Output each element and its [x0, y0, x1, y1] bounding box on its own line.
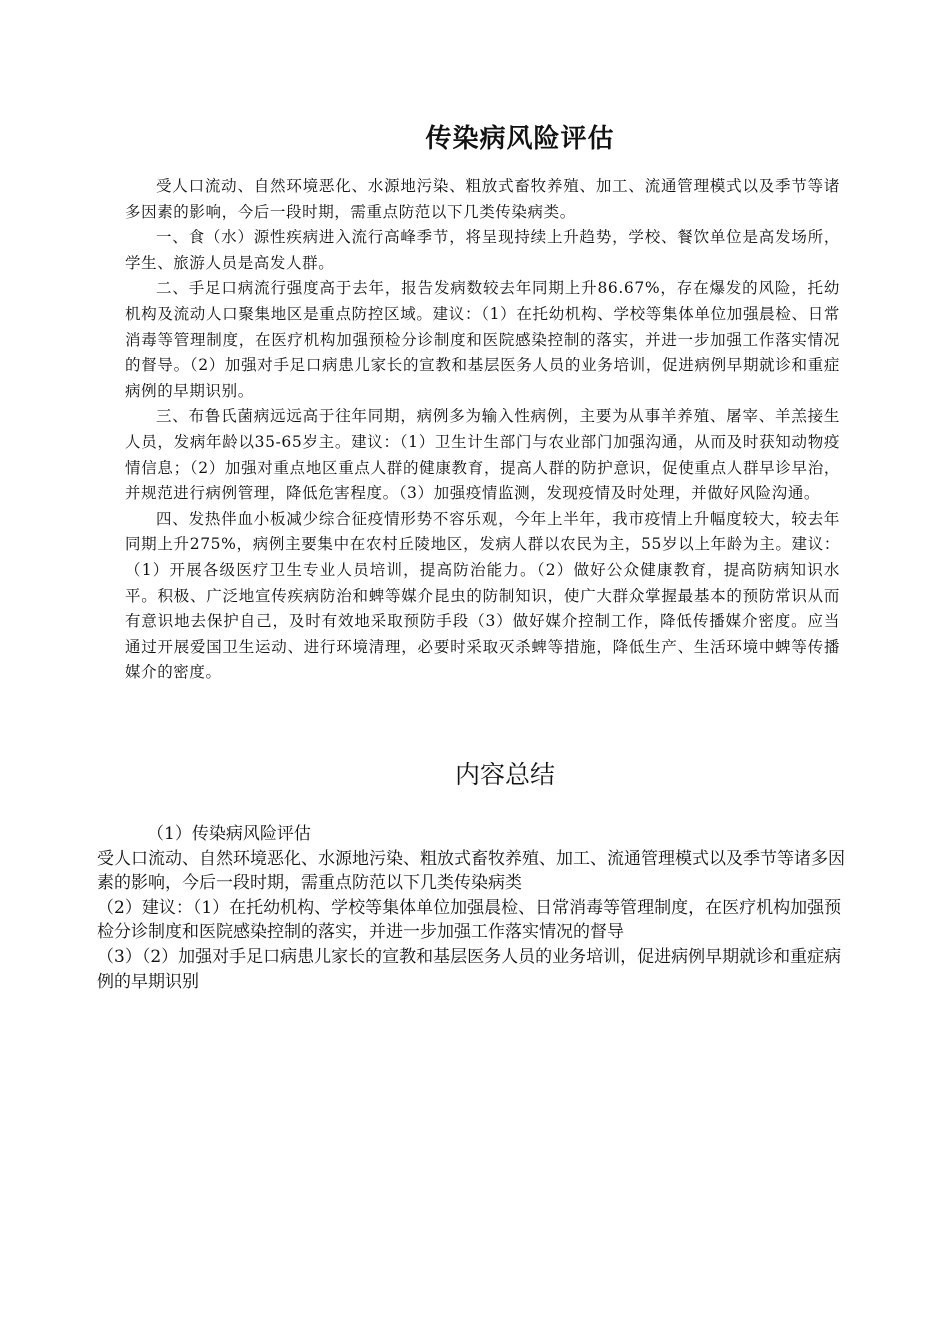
section-4-paragraph: 四、发热伴血小板减少综合征疫情形势不容乐观，今年上半年，我市疫情上升幅度较大，较去年同期上升275%，病例主要集中在农村丘陵地区，发病人群以农民为主，55岁以上年龄为主。建议：（1）开展各级医疗卫生专业人员培训，提高防治能力。（2）做好公众健康教育，提高防病知识水平。积极、广泛地宣传疾病防治和蜱等媒介昆虫的防制知识，使广大群众掌握最基本的预防常识从而有意识地去保护自己，及时有效地采取预防手段（3）做好媒介控制工作，降低传播媒介密度。应当通过开展爱国卫生运动、进行环境清理，必要时采取灭杀蜱等措施，降低生产、生活环境中蜱等传播媒介的密度。 — [125, 509, 840, 682]
summary-item-3-text: （3）（2）加强对手足口病患儿家长的宣教和基层医务人员的业务培训，促进病例早期就诊和重症病例的早期识别 — [97, 946, 842, 992]
document-body — [125, 174, 840, 686]
intro-paragraph: 受人口流动、自然环境恶化、水源地污染、粗放式畜牧养殖、加工、流通管理模式以及季节等诸多因素的影响，今后一段时期，需重点防范以下几类传染病类。 — [125, 177, 840, 221]
summary-item-2-text: （2）建议：（1）在托幼机构、学校等集体单位加强晨检、日常消毒等管理制度，在医疗机构加强预检分诊制度和医院感染控制的落实，并进一步加强工作落实情况的督导 — [97, 897, 842, 943]
section-3-paragraph: 三、布鲁氏菌病远远高于往年同期，病例多为输入性病例，主要为从事羊养殖、屠宰、羊羔接生人员，发病年龄以35-65岁主。建议：（1）卫生计生部门与农业部门加强沟通，从而及时获知动物疫情信息；（2）加强对重点地区重点人群的健康教育，提高人群的防护意识，促使重点人群早诊早治，并规范进行病例管理，降低危害程度。（3）加强疫情监测，发现疫情及时处理，并做好风险沟通。 — [125, 407, 840, 503]
section-1-paragraph: 一、食（水）源性疾病进入流行高峰季节，将呈现持续上升趋势，学校、餐饮单位是高发场所，学生、旅游人员是高发人群。 — [125, 228, 840, 272]
section-2-paragraph: 二、手足口病流行强度高于去年，报告发病数较去年同期上升86.67%，存在爆发的风险，托幼机构及流动人口聚集地区是重点防控区域。建议：（1）在托幼机构、学校等集体单位加强晨检、日常消毒等管理制度，在医疗机构加强预检分诊制度和医院感染控制的落实，并进一步加强工作落实情况的督导。（2）加强对手足口病患儿家长的宣教和基层医务人员的业务培训，促进病例早期就诊和重症病例的早期识别。 — [125, 279, 840, 400]
summary-item-1-text: 受人口流动、自然环境恶化、水源地污染、粗放式畜牧养殖、加工、流通管理模式以及季节等诸多因素的影响，今后一段时期，需重点防范以下几类传染病类 — [97, 848, 845, 894]
summary-item-1-heading: （1）传染病风险评估 — [147, 824, 311, 844]
summary-title: 内容总结 — [454, 760, 555, 789]
document-title: 传染病风险评估 — [425, 124, 615, 154]
summary-body — [97, 822, 852, 994]
